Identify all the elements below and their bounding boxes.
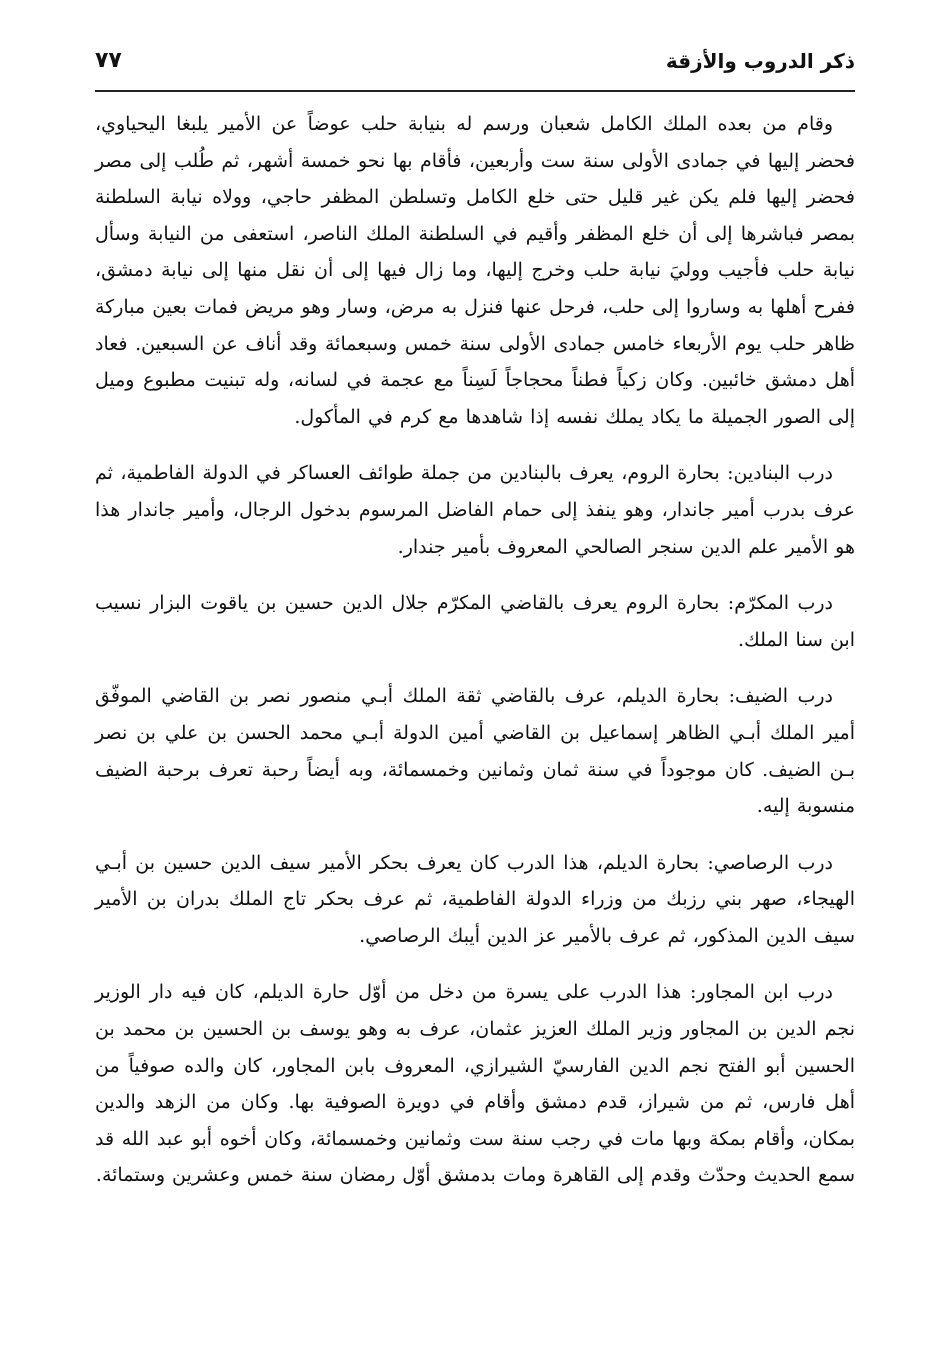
paragraph-darb-ibn-al-mujawir: درب ابن المجاور: هذا الدرب على يسرة من دخل من أوّل حارة الديلم، كان فيه دار الوزير نجم الدين بن المجاور وزير الملك العزيز عثمان، عرف به وهو يوسف بن الحسين بن محمد بن الحسين أبو الفتح نجم الدين الفارسيّ الشيرازي، المعروف بابن المجاور، كان والده صوفياً من أهل فارس، ثم من شيراز، قدم دمشق وأقام في دويرة الصوفية بها. وكان من الزهد والدين بمكان، وأقام بمكة وبها مات في رجب سنة ست وثمانين وخمسمائة، وكان أخوه أبو عبد الله قد سمع الحديث وحدّث وقدم إلى القاهرة ومات بدمشق أوّل رمضان سنة خمس وعشرين وستمائة. [95,981,855,1187]
page-header [95,38,855,92]
paragraph-darb-al-dayf: درب الضيف: بحارة الديلم، عرف بالقاضي ثقة الملك أبـي منصور نصر بن القاضي الموفّق أمير الملك أبـي الظاهر إسماعيل بن القاضي أمين الدولة أبـي محمد الحسن بن علي بن نصر بـن الضيف. كان موجوداً في سنة ثمان وثمانين وخمسمائة، وبه أيضاً رحبة تعرف برحبة الضيف منسوبة إليه. [95,685,855,818]
paragraph-darb-al-rasasi: درب الرصاصي: بحارة الديلم، هذا الدرب كان يعرف بحكر الأمير سيف الدين حسين بن أبـي الهيجاء، صهر بني رزبك من وزراء الدولة الفاطمية، ثم عرف بحكر تاج الملك بدران بن الأمير سيف الدين المذكور، ثم عرف بالأمير عز الدين أيبك الرصاصي. [95,851,855,947]
paragraph-darb-al-mukarram: درب المكرّم: بحارة الروم يعرف بالقاضي المكرّم جلال الدين حسين بن ياقوت البزار نسيب ابن سنا الملك. [95,592,855,651]
page-number: ٧٧ [95,48,122,73]
paragraph-biography: وقام من بعده الملك الكامل شعبان ورسم له بنيابة حلب عوضاً عن الأمير يلبغا اليحياوي، فحضر إليها في جمادى الأولى سنة ست وأربعين، فأقام بها نحو خمسة أشهر، ثم طُلب إلى مصر فحضر إليها فلم يكن غير قليل حتى خلع الكامل وتسلطن المظفر حاجي، وولاه نيابة السلطنة بمصر فباشرها إلى أن خلع المظفر وأقيم في السلطنة الملك الناصر، استعفى من النيابة وسأل نيابة حلب فأجيب ووليَ نيابة حلب وخرج إليها، وما زال فيها إلى أن نقل منها إلى نيابة دمشق، ففرح أهلها به وساروا إلى حلب، فرحل عنها فنزل به مرض، وسار وهو مريض فمات بعين مباركة ظاهر حلب يوم الأربعاء خامس جمادى الأولى سنة خمس وسبعمائة وقد أناف عن السبعين. فعاد أهل دمشق خائبين. وكان زكياً فطناً محجاجاً لَسِناً مع عجمة في لسانه، وله تبنيت مطبوع وميل إلى الصور الجميلة ما يكاد يملك نفسه إذا شاهدها مع كرم في المأكول. [95,113,855,428]
paragraph-darb-al-banadin: درب البنادين: بحارة الروم، يعرف بالبنادين من جملة طوائف العساكر في الدولة الفاطمية، ثم عرف بدرب أمير جاندار، وهو ينفذ إلى حمام الفاضل المرسوم بدخول الرجال، وأمير جاندار هذا هو الأمير علم الدين سنجر الصالحي المعروف بأمير جندار. [95,462,855,558]
running-title: ذكر الدروب والأزقة [665,49,855,73]
body-text [95,106,855,1214]
